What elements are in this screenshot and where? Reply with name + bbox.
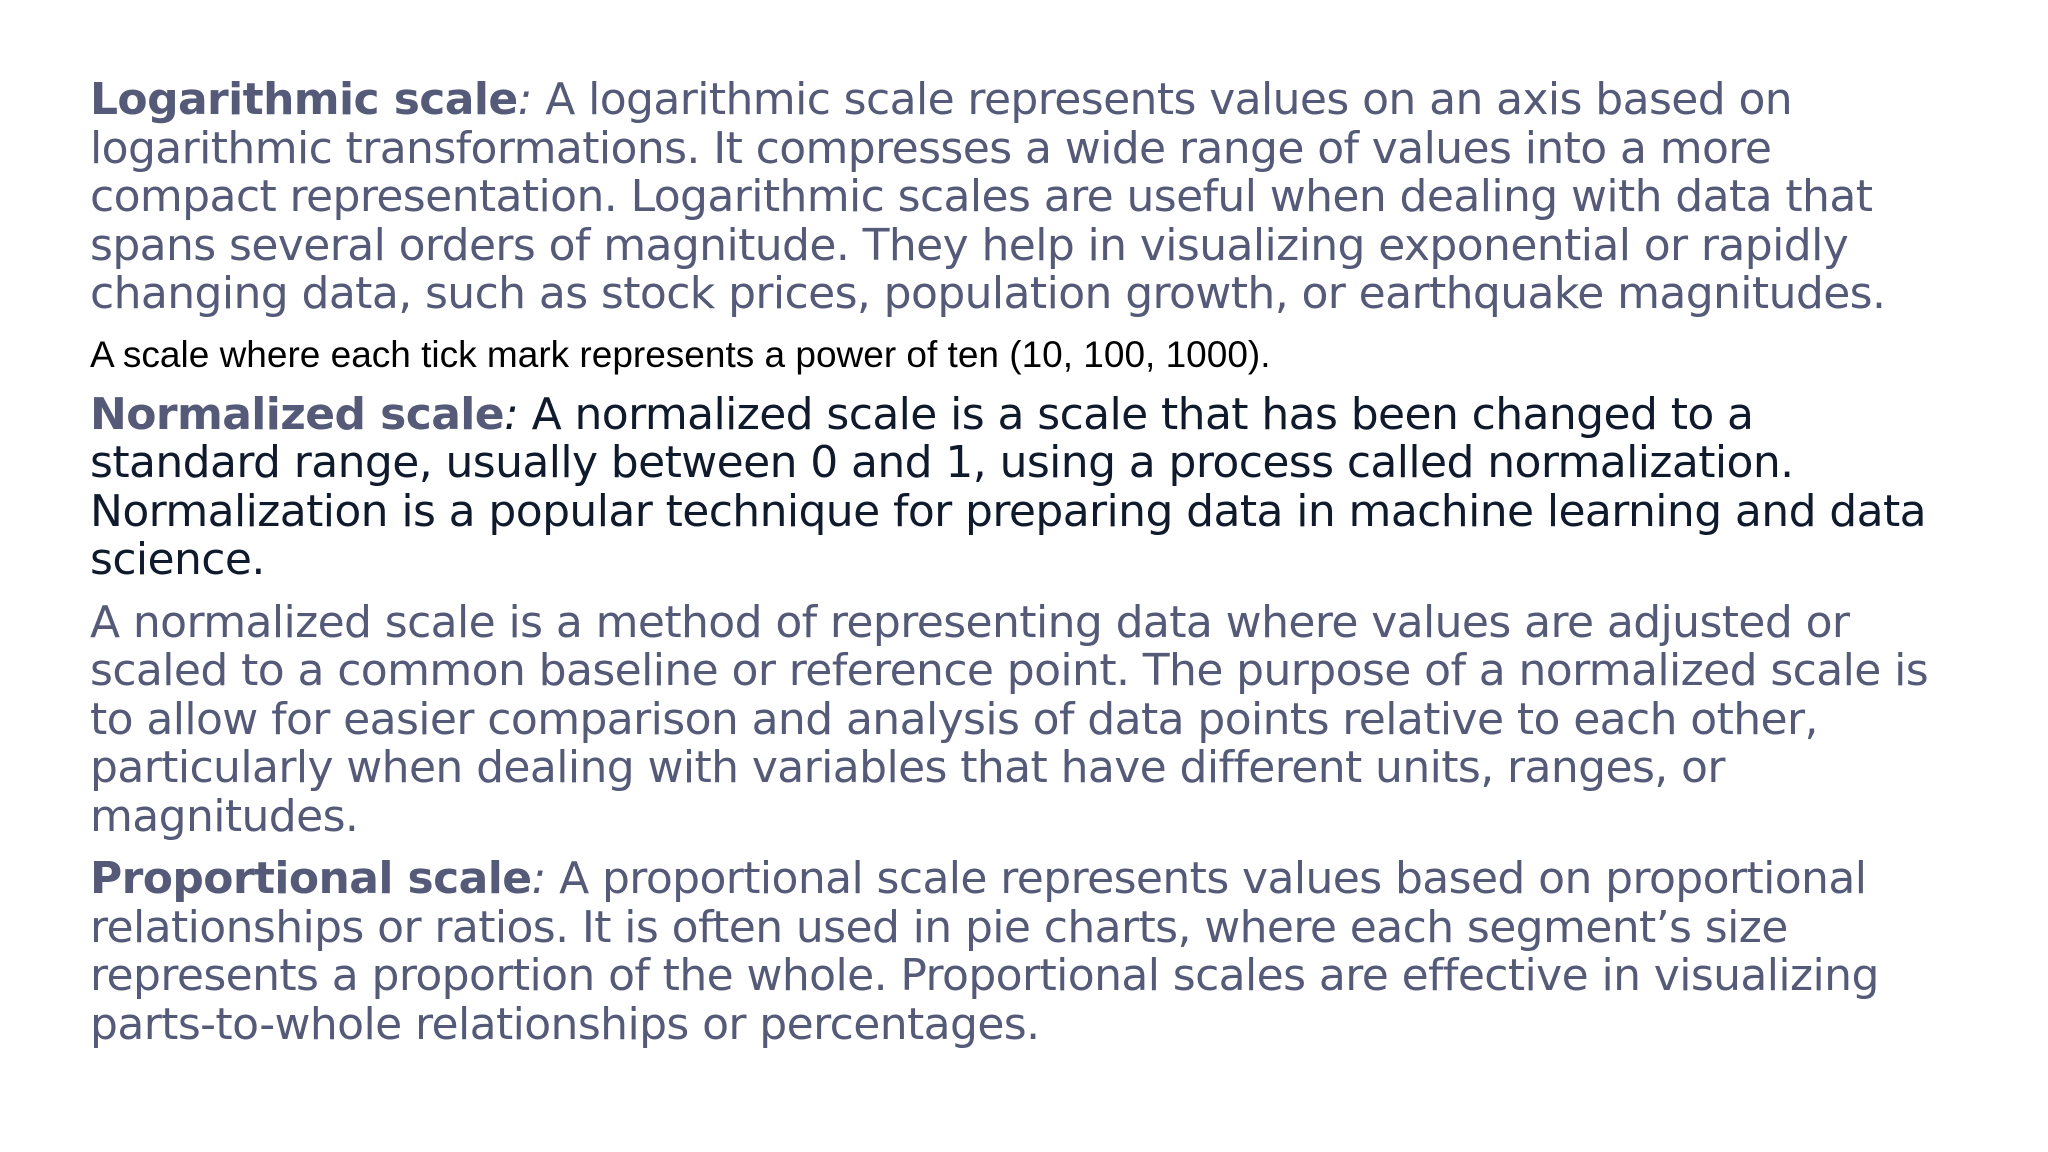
logarithmic-scale-paragraph [90, 76, 1950, 319]
normalized-scale-detail: A normalized scale is a method of representing data where values are adjusted or scaled to a common baseline or reference point. The purpose of a normalized scale is to allow for easier comparison and analysis of data points relative to each other, particularly when dealing with variables that have different units, ranges, or magnitudes. [90, 596, 1929, 842]
proportional-scale-colon: : [531, 853, 546, 904]
logarithmic-scale-term: Logarithmic scale [90, 74, 518, 125]
logarithmic-scale-definition: A logarithmic scale represents values on an axis based on logarithmic transformations. It compresses a wide range of values into a more compact representation. Logarithmic scales are useful when dealing with data that spans several orders of magnitude. They help in visualizing exponential or rapidly changing data, such as stock prices, population growth, or earthquake magnitudes. [90, 74, 1886, 319]
normalized-scale-colon: : [504, 388, 519, 440]
proportional-scale-paragraph [90, 855, 1950, 1049]
slide-content [90, 76, 1950, 1063]
normalized-scale-term: Normalized scale [90, 388, 505, 440]
proportional-scale-term: Proportional scale [90, 853, 532, 904]
normalized-scale-paragraph [90, 388, 1950, 585]
normalized-scale-definition: A normalized scale is a scale that has been changed to a standard range, usually between 0 and 1, using a process called normalization. Normalization is a popular technique for preparing data in machine learning and data science. [90, 388, 1926, 585]
logarithmic-scale-colon: : [517, 74, 532, 125]
logarithmic-scale-note: A scale where each tick mark represents a power of ten (10, 100, 1000). [90, 333, 1271, 375]
proportional-scale-definition: A proportional scale represents values based on proportional relationships or ratios. It is often used in pie charts, where each segment’s size represents a proportion of the whole. Proportional scales are effective in visualizing parts-to-whole relationships or percentages. [90, 853, 1879, 1050]
